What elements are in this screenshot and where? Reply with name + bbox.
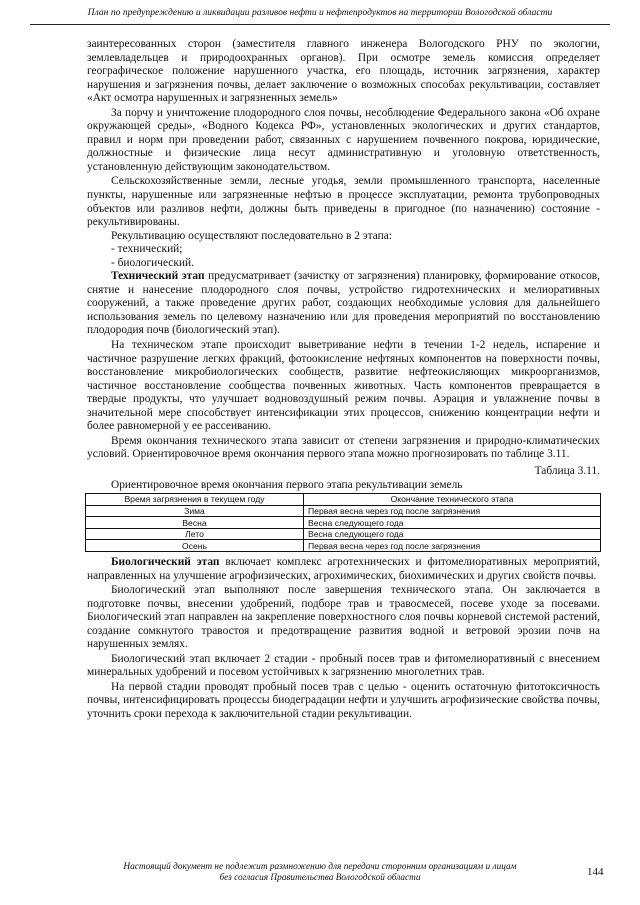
table-header-row — [86, 494, 601, 506]
table-cell-end: Первая весна через год после загрязнения — [304, 540, 601, 552]
table-cell-end: Первая весна через год после загрязнения — [304, 505, 601, 517]
biological-stage-text: включает комплекс агротехнических и фитомелиоративных мероприятий, направленных на улучшение агрофизических, агрохимических, биохимических и других свойств почвы. — [87, 556, 600, 582]
table-header-cell: Окончание технического этапа — [304, 494, 601, 506]
list-item-biological: - биологический. — [111, 256, 194, 269]
table-cell-season: Лето — [86, 528, 304, 540]
table-header-cell: Время загрязнения в текущем году — [86, 494, 304, 506]
table-cell-season: Зима — [86, 505, 304, 517]
paragraph-stage-time: Время окончания технического этапа зависит от степени загрязнения и природно-климатических условий. Ориентировочное время окончания первого этапа можно прогнозировать по таблице 3.11. — [87, 434, 600, 461]
term-biological-stage: Биологический этап — [111, 556, 220, 569]
paragraph-technical-stage — [87, 270, 600, 338]
table-cell-end: Весна следующего года — [304, 528, 601, 540]
paragraph-first-stage: На первой стадии проводят пробный посев трав с целью - оценить остаточную фитотоксичность почвы, интенсифицировать процессы биодеградации нефти и улучшить агрофизические свойства почвы, уточнить сроки перехода к заключительной стадии рекультивации. — [87, 680, 600, 721]
term-technical-stage: Технический этап — [111, 270, 205, 283]
table-cell-season: Осень — [86, 540, 304, 552]
paragraph-biological-stage — [87, 556, 600, 583]
table-caption: Таблица 3.11. — [534, 464, 600, 477]
paragraph-3: Сельскохозяйственные земли, лесные угодья, земли промышленного транспорта, населенные пункты, нарушенные или загрязненные нефтью в процессе эксплуатации, ремонта трубопроводных объектов или разливов нефти, должны быть приведены в пригодное (по назначению) состояние - рекультивированы. — [87, 175, 600, 229]
table-row — [86, 528, 601, 540]
header-divider — [30, 24, 610, 25]
paragraph-1: заинтересованных сторон (заместителя главного инженера Вологодского РНУ по экологии, землевладельцев и природоохранных органов). При осмотре земель комиссия определяет географическое положение нарушенного участка, его площадь, источник загрязнения, характер нарушения и загрязнения почвы, делает заключение о возможных способах рекультивации, составляет «Акт осмотра нарушенных и загрязненных земель» — [87, 38, 600, 105]
recultivation-table — [85, 493, 601, 552]
paragraph-biological-after: Биологический этап выполняют после завершения технического этапа. Он заключается в подготовке почвы, внесении удобрений, подборе трав и травосмесей, посеве уходе за посевами. Биологический этап направлен на закрепление поверхностного слоя почвы корневой системой растений, создание сомкнутого травостоя и предотвращение развития водной и ветровой эрозии почв на нарушенных землях. — [87, 584, 600, 651]
list-item-technical: - технический; — [111, 243, 183, 256]
paragraph-technical-process: На техническом этапе происходит выветривание нефти в течении 1-2 недель, испарение и частичное разрушение легких фракций, фотоокисление нефтяных компонентов на поверхности почвы, восстановление микробиологических сообществ, развитие нефтеокисляющих микроорганизмов, частичное восстановление сообщества почвенных животных. Часть компонентов превращается в твердые продукты, что улучшает водновоздушный режим почвы. Аэрация и увлажнение почвы в значительной мере способствует интенсификации этих процессов, снижению концентрации нефти и более равномерной у ее рассеиванию. — [87, 339, 600, 433]
footer-line-1: Настоящий документ не подлежит размножению для передачи сторонним организациям и лицам — [123, 862, 517, 872]
table-row — [86, 505, 601, 517]
table-cell-season: Весна — [86, 517, 304, 529]
paragraph-4: Рекультивацию осуществляют последовательно в 2 этапа: — [111, 229, 392, 242]
table-cell-end: Весна следующего года — [304, 517, 601, 529]
page-footer — [60, 862, 580, 884]
page-number: 144 — [587, 866, 604, 878]
table-row — [86, 540, 601, 552]
technical-stage-text: предусматривает (зачистку от загрязнения) планировку, формирование откосов, снятие и нанесение плодородного слоя почвы, устройство гидротехнических и мелиоративных сооружений, а также проведение других работ, создающих необходимые условия для дальнейшего использования земель по целевому назначению или для проведения мероприятий по восстановлению плодородия почв (биологический этап). — [87, 270, 601, 337]
table-row — [86, 517, 601, 529]
table-title: Ориентировочное время окончания первого этапа рекультивации земель — [111, 478, 463, 491]
paragraph-2: За порчу и уничтожение плодородного слоя почвы, несоблюдение Федерального закона «Об охране окружающей среды», «Водного Кодекса РФ», установленных экологических и других стандартов, правил и норм при проведении работ, связанных с нарушением почвенного покрова, юридические, должностные и физические лица несут административную и уголовную ответственность, установленную действующим законодательством. — [87, 106, 600, 173]
footer-line-2: без согласия Правительства Вологодской области — [219, 873, 421, 883]
running-header: План по предупреждению и ликвидации разливов нефти и нефтепродуктов на территории Вологодской области — [87, 7, 553, 18]
paragraph-biological-stages: Биологический этап включает 2 стадии - пробный посев трав и фитомелиоративный с внесением минеральных удобрений и посевом устойчивых к загрязнению многолетних трав. — [87, 652, 600, 679]
document-body — [87, 38, 600, 722]
